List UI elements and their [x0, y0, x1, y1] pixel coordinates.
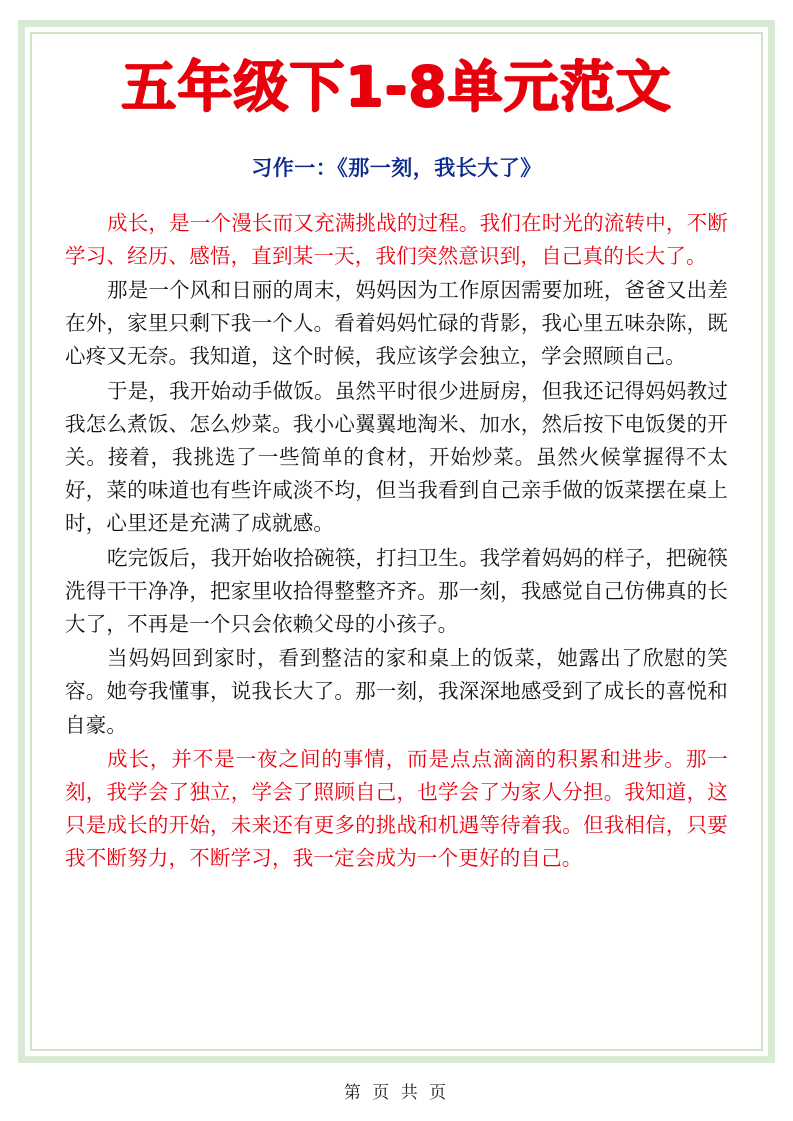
document-content — [65, 53, 728, 1046]
essay-body — [65, 207, 728, 876]
paragraph: 成长，并不是一夜之间的事情，而是点点滴滴的积累和进步。那一刻，我学会了独立，学会了照顾自己，也学会了为家人分担。我知道，这只是成长的开始，未来还有更多的挑战和机遇等待着我。但我相信，只要我不断努力，不断学习，我一定会成为一个更好的自己。 — [65, 746, 728, 871]
paragraph: 那是一个风和日丽的周末，妈妈因为工作原因需要加班，爸爸又出差在外，家里只剩下我一个人。看着妈妈忙碌的背影，我心里五味杂陈，既心疼又无奈。我知道，这个时候，我应该学会独立，学会照顾自己。 — [65, 277, 729, 369]
subtitle-container — [65, 152, 728, 185]
paragraph: 当妈妈回到家时，看到整洁的家和桌上的饭菜，她露出了欣慰的笑容。她夸我懂事，说我长大了。那一刻，我深深地感受到了成长的喜悦和自豪。 — [65, 646, 728, 737]
page-title: 五年级下1-8单元范文 — [121, 55, 672, 119]
paragraph: 成长，是一个漫长而又充满挑战的过程。我们在时光的流转中，不断学习、经历、感悟，直到某一天，我们突然意识到，自己真的长大了。 — [65, 210, 729, 268]
page-footer: 第 页 共 页 — [343, 1083, 450, 1103]
paragraph: 于是，我开始动手做饭。虽然平时很少进厨房，但我还记得妈妈教过我怎么煮饭、怎么炒菜。我小心翼翼地淘米、加水，然后按下电饭煲的开关。接着，我挑选了一些简单的食材，开始炒菜。虽然火候掌握得不太好，菜的味道也有些许咸淡不均，但当我看到自己亲手做的饭菜摆在桌上时，心里还是充满了成就感。 — [65, 378, 729, 536]
essay-heading — [247, 152, 546, 185]
essay-heading-label: 习作一：《那一刻，我长大了》 — [251, 155, 542, 180]
highlight-marker — [241, 180, 552, 192]
page-border-outer — [18, 20, 775, 1063]
paragraph: 吃完饭后，我开始收拾碗筷，打扫卫生。我学着妈妈的样子，把碗筷洗得干干净净，把家里收拾得整整齐齐。那一刻，我感觉自己仿佛真的长大了，不再是一个只会依赖父母的小孩子。 — [65, 545, 729, 636]
